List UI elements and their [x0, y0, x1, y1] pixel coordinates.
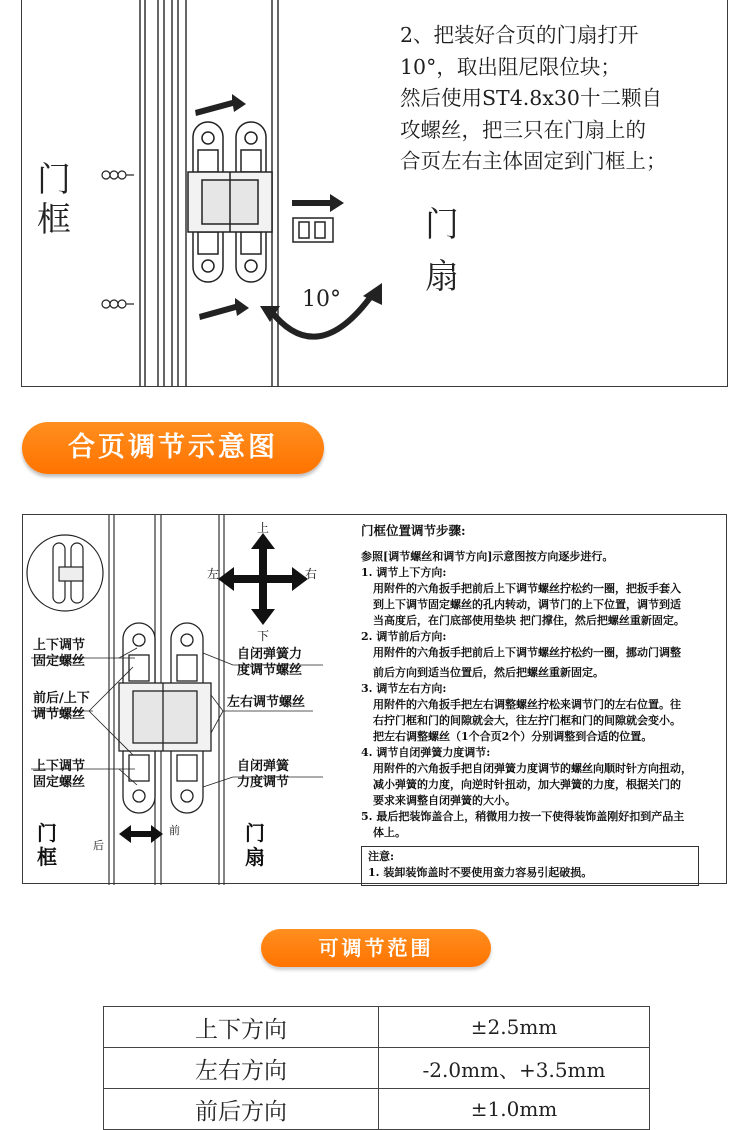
install-instructions: 2、把装好合页的门扇打开 10°，取出阻尼限位块； 然后使用ST4.8x30十二颗自 攻螺丝，把三只在门扇上的 合页左右主体固定到门框上；: [400, 23, 667, 173]
hinge-drawing: [119, 623, 211, 813]
step-heading: 3. 调节左右方向:: [361, 682, 447, 695]
angle-label: 10°: [302, 287, 341, 312]
range-value-cell: ±1.0mm: [379, 1089, 650, 1130]
step-line: 减小弹簧的力度，向逆时针扭动，加大弹簧的力度，根据关门的: [373, 778, 681, 791]
range-value-cell: ±2.5mm: [379, 1007, 650, 1048]
step-line: 用附件的六角扳手把前后上下调节螺丝拧松约一圈，挪动门调整: [373, 646, 681, 659]
dir-back-label: 后: [93, 839, 104, 852]
step-heading: 1. 调节上下方向:: [361, 566, 447, 579]
step-line: 体上。: [373, 826, 406, 839]
step-line: 要求来调整自闭弹簧的大小。: [373, 794, 516, 807]
range-direction-cell: 左右方向: [104, 1048, 379, 1089]
step-line: 当高度后，在门底部使用垫块 把门撑住，然后把螺丝重新固定。: [373, 614, 685, 627]
label-updown-fix-screw-bottom: 上下调节 固定螺丝: [33, 759, 86, 790]
step-line: 到上下调节固定螺丝的孔内转动，调节门的上下位置，调节到适: [373, 598, 681, 611]
dir-down-label: 下: [257, 629, 270, 643]
label-frontback-updown-screw: 前后/上下 调节螺丝: [33, 691, 90, 722]
range-direction-cell: 上下方向: [104, 1007, 379, 1048]
label-left-right-screw: 左右调节螺丝: [227, 695, 306, 710]
detail-inset: [27, 535, 103, 611]
hinge-drawing: [188, 122, 272, 282]
label-spring-force-adjust: 自闭弹簧 力度调节: [237, 759, 290, 790]
steps-title: 门框位置调节步骤:: [361, 523, 466, 538]
adjustment-diagram-panel: [22, 514, 727, 884]
step-line: 用附件的六角扳手把自闭弹簧力度调节的螺丝向顺时针方向扭动，: [373, 762, 692, 775]
dir-front-label: 前: [169, 824, 180, 837]
screw-icon: [102, 171, 134, 308]
frame-label: 门 框: [37, 821, 57, 869]
table-row: [104, 1048, 650, 1089]
leaf-label: 门 扇: [425, 205, 459, 297]
dir-left-label: 左: [207, 567, 220, 581]
dir-up-label: 上: [257, 521, 270, 535]
step-heading: 5. 最后把装饰盖合上，稍微用力按一下使得装饰盖刚好扣到产品主: [361, 810, 685, 823]
step-line: 前后方向到适当位置后，然后把螺丝重新固定。: [373, 666, 604, 679]
damper-block-icon: [293, 218, 333, 242]
step-line: 右拧门框和门的间隙就会大，往左拧门框和门的间隙就会变小。: [373, 714, 681, 727]
dir-right-label: 右: [305, 567, 318, 581]
notice-title: 注意:: [368, 850, 395, 863]
table-row: [104, 1089, 650, 1130]
leaf-label: 门 扇: [245, 821, 265, 869]
step-line: 把左右调整螺丝（1个合页2个）分别调整到合适的位置。: [373, 730, 653, 743]
front-back-arrow-icon: [119, 825, 163, 843]
label-spring-force-screw: 自闭弹簧力 度调节螺丝: [237, 647, 303, 678]
adjustment-steps: [361, 523, 716, 886]
step-line: 用附件的六角扳手把左右调整螺丝拧松来调节门的左右位置。往: [373, 698, 681, 711]
range-table: [103, 1006, 650, 1130]
notice-text: 1. 装卸装饰盖时不要使用蛮力容易引起破损。: [368, 866, 593, 879]
installation-step-panel: [21, 0, 728, 387]
range-title-badge: 可调节范围: [261, 929, 491, 967]
direction-cross-icon: [218, 533, 308, 625]
section-banner: 合页调节示意图: [22, 422, 324, 474]
frame-label: 门 框: [37, 160, 71, 240]
table-row: [104, 1007, 650, 1048]
step-line: 用附件的六角扳手把前后上下调节螺丝拧松约一圈，把扳手套入: [373, 582, 681, 595]
label-updown-fix-screw-top: 上下调节 固定螺丝: [33, 638, 86, 669]
range-value-cell: -2.0mm、+3.5mm: [379, 1048, 650, 1089]
steps-intro: 参照[调节螺丝和调节方向]示意图按方向逐步进行。: [361, 550, 614, 563]
range-direction-cell: 前后方向: [104, 1089, 379, 1130]
step-heading: 2. 调节前后方向:: [361, 630, 447, 643]
notice-box: [361, 846, 699, 886]
step-heading: 4. 调节自闭弹簧力度调节:: [361, 746, 491, 759]
